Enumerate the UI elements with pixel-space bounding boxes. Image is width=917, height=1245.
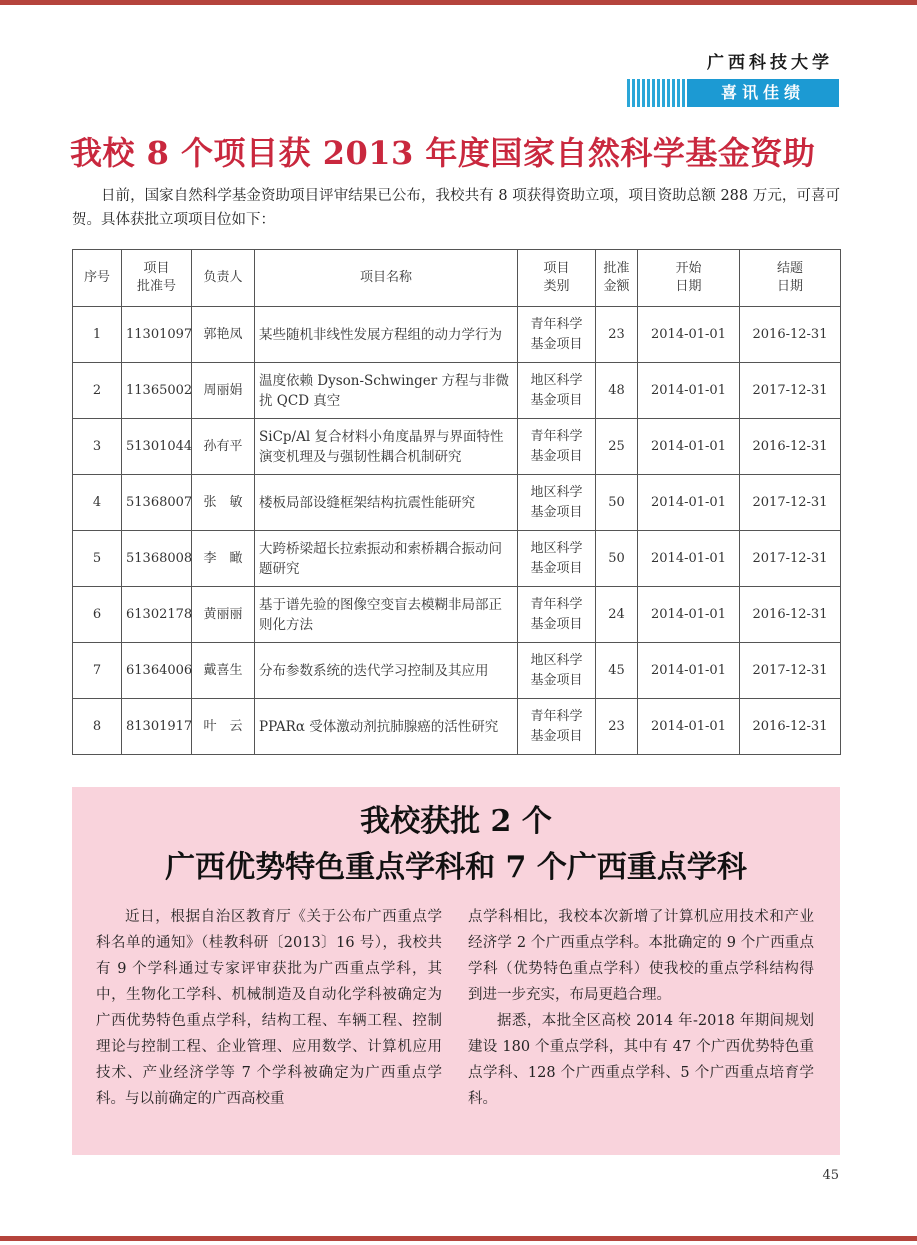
news-paragraph: 据悉，本批全区高校 2014 年-2018 年期间规划建设 180 个重点学科，其中有 47 个广西优势特色重点学科、128 个广西重点学科、5 个广西重点培育学科。 — [468, 1013, 814, 1107]
table-cell: 青年科学 基金项目 — [518, 307, 596, 363]
table-cell: 61364006 — [122, 643, 192, 699]
table-cell: 11365002 — [122, 363, 192, 419]
table-cell: 51368007 — [122, 475, 192, 531]
table-cell: 51301044 — [122, 419, 192, 475]
table-cell: 3 — [73, 419, 122, 475]
table-cell: 45 — [596, 643, 638, 699]
table-header-cell: 序号 — [73, 250, 122, 307]
news-paragraph-continued: 点学科相比，我校本次新增了计算机应用技术和产业经济学 2 个广西重点学科。本批确定的 9 个广西重点学科（优势特色重点学科）使我校的重点学科结构得到进一步充实，布局更趋合理。 — [468, 909, 814, 1003]
table-cell: 8 — [73, 699, 122, 755]
table-row — [73, 475, 841, 531]
news-column-left — [96, 904, 442, 1112]
table-cell: 李 瞰 — [192, 531, 255, 587]
table-cell: 23 — [596, 307, 638, 363]
table-cell: 61302178 — [122, 587, 192, 643]
table-cell: 大跨桥梁超长拉索振动和索桥耦合振动问题研究 — [255, 531, 518, 587]
table-cell: 2016-12-31 — [740, 699, 841, 755]
table-header-cell: 项目 批准号 — [122, 250, 192, 307]
table-cell: 张 敏 — [192, 475, 255, 531]
table-header-cell: 项目名称 — [255, 250, 518, 307]
table-cell: 地区科学 基金项目 — [518, 643, 596, 699]
table-cell: PPARα 受体激动剂抗肺腺癌的活性研究 — [255, 699, 518, 755]
news-title-line1: 我校获批 2 个 — [360, 804, 552, 839]
article-title: 我校 8 个项目获 2013 年度国家自然科学基金资助 — [70, 134, 816, 172]
table-cell: 23 — [596, 699, 638, 755]
table-cell: 地区科学 基金项目 — [518, 475, 596, 531]
table-cell: 11301097 — [122, 307, 192, 363]
table-cell: 1 — [73, 307, 122, 363]
news-title — [72, 799, 840, 891]
top-border-rule — [0, 0, 917, 5]
table-header-cell: 负责人 — [192, 250, 255, 307]
news-title-line2: 广西优势特色重点学科和 7 个广西重点学科 — [165, 850, 747, 885]
table-cell: 48 — [596, 363, 638, 419]
table-cell: 24 — [596, 587, 638, 643]
article-intro: 日前，国家自然科学基金资助项目评审结果已公布，我校共有 8 项获得资助立项，项目资助总额 288 万元，可喜可贺。具体获批立项项目位如下： — [72, 188, 840, 228]
table-cell: 孙有平 — [192, 419, 255, 475]
table-cell: 青年科学 基金项目 — [518, 699, 596, 755]
news-box — [72, 787, 840, 1155]
table-cell: 某些随机非线性发展方程组的动力学行为 — [255, 307, 518, 363]
table-cell: 温度依赖 Dyson-Schwinger 方程与非微扰 QCD 真空 — [255, 363, 518, 419]
table-header-cell: 开始 日期 — [638, 250, 740, 307]
table-cell: 楼板局部设缝框架结构抗震性能研究 — [255, 475, 518, 531]
table-row — [73, 307, 841, 363]
table-cell: SiCp/Al 复合材料小角度晶界与界面特性演变机理及与强韧性耦合机制研究 — [255, 419, 518, 475]
table-cell: 5 — [73, 531, 122, 587]
table-cell: 黄丽丽 — [192, 587, 255, 643]
table-cell: 2014-01-01 — [638, 475, 740, 531]
table-cell: 6 — [73, 587, 122, 643]
table-cell: 25 — [596, 419, 638, 475]
table-cell: 2016-12-31 — [740, 307, 841, 363]
section-tag: 喜讯佳绩 — [687, 79, 839, 107]
table-cell: 2014-01-01 — [638, 419, 740, 475]
table-cell: 青年科学 基金项目 — [518, 419, 596, 475]
table-cell: 2014-01-01 — [638, 587, 740, 643]
bottom-border-rule — [0, 1236, 917, 1241]
table-cell: 2017-12-31 — [740, 475, 841, 531]
table-header-cell: 结题 日期 — [740, 250, 841, 307]
table-cell: 50 — [596, 475, 638, 531]
table-cell: 50 — [596, 531, 638, 587]
table-row — [73, 419, 841, 475]
projects-table — [72, 249, 841, 755]
table-cell: 2014-01-01 — [638, 307, 740, 363]
table-cell: 2014-01-01 — [638, 531, 740, 587]
table-cell: 7 — [73, 643, 122, 699]
table-cell: 2017-12-31 — [740, 531, 841, 587]
table-cell: 地区科学 基金项目 — [518, 531, 596, 587]
table-row — [73, 699, 841, 755]
table-cell: 2016-12-31 — [740, 419, 841, 475]
table-cell: 2014-01-01 — [638, 699, 740, 755]
table-header-row — [73, 250, 841, 307]
table-cell: 2016-12-31 — [740, 587, 841, 643]
news-paragraph: 近日，根据自治区教育厅《关于公布广西重点学科名单的通知》（桂教科研〔2013〕16 号），我校共有 9 个学科通过专家评审获批为广西重点学科，其中，生物化工学科、机械制造及自动化学科被确定为广西优势特色重点学科，结构工程、车辆工程、控制理论与控制工程、企业管理、应用数学、计算机应用技术、产业经济学等 7 个学科被确定为广西重点学科。与以前确定的广西高校重 — [96, 909, 442, 1107]
table-cell: 4 — [73, 475, 122, 531]
table-header-cell: 项目 类别 — [518, 250, 596, 307]
table-cell: 郭艳凤 — [192, 307, 255, 363]
table-cell: 地区科学 基金项目 — [518, 363, 596, 419]
table-cell: 2014-01-01 — [638, 363, 740, 419]
table-row — [73, 363, 841, 419]
table-cell: 81301917 — [122, 699, 192, 755]
table-cell: 2017-12-31 — [740, 643, 841, 699]
table-cell: 基于谱先验的图像空变盲去模糊非局部正则化方法 — [255, 587, 518, 643]
table-row — [73, 531, 841, 587]
page-number: 45 — [822, 1168, 839, 1183]
table-cell: 周丽娟 — [192, 363, 255, 419]
table-cell: 2017-12-31 — [740, 363, 841, 419]
table-row — [73, 643, 841, 699]
table-cell: 51368008 — [122, 531, 192, 587]
table-cell: 分布参数系统的迭代学习控制及其应用 — [255, 643, 518, 699]
university-name: 广西科技大学 — [707, 53, 833, 73]
table-row — [73, 587, 841, 643]
news-column-right — [468, 904, 814, 1112]
table-cell: 青年科学 基金项目 — [518, 587, 596, 643]
table-cell: 2 — [73, 363, 122, 419]
table-header-cell: 批准 金额 — [596, 250, 638, 307]
magazine-header — [627, 48, 839, 107]
table-cell: 戴喜生 — [192, 643, 255, 699]
table-cell: 叶 云 — [192, 699, 255, 755]
table-cell: 2014-01-01 — [638, 643, 740, 699]
section-bar — [627, 79, 839, 107]
